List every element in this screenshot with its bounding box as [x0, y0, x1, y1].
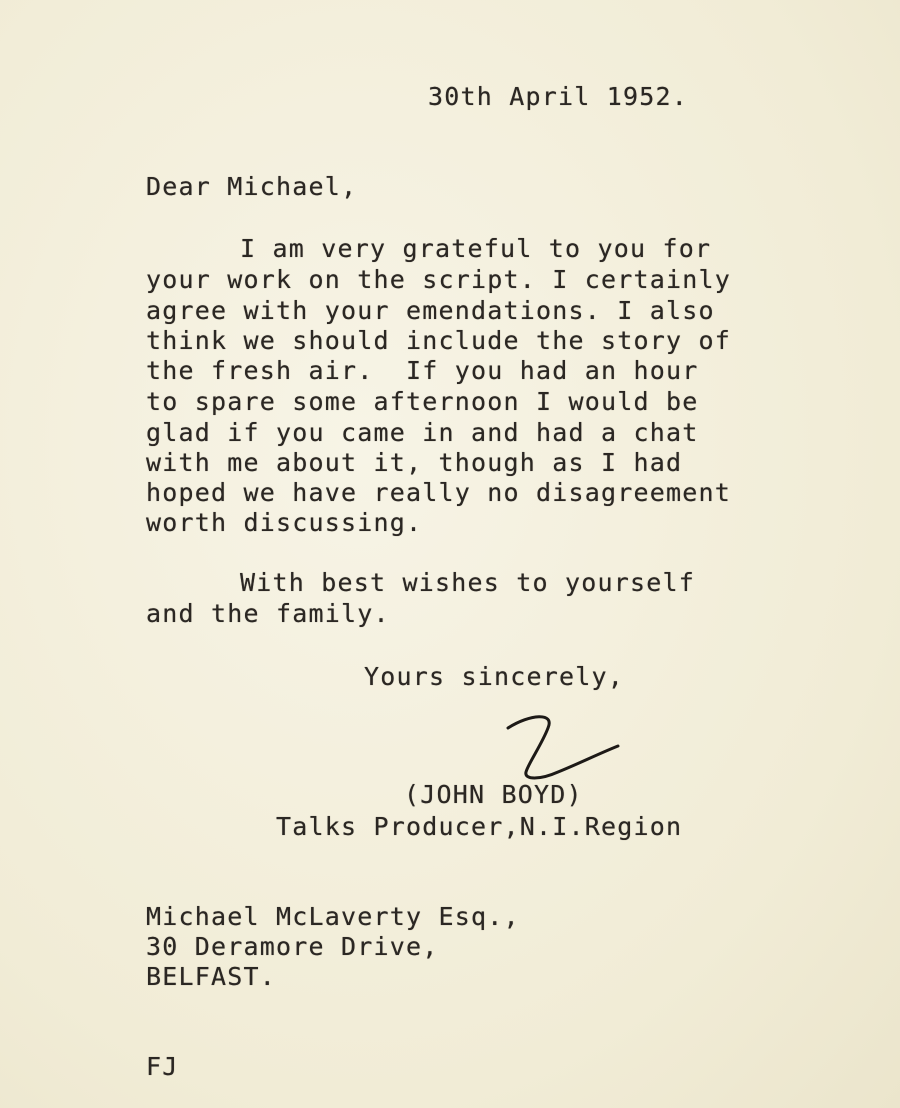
- body-line: I am very grateful to you for: [240, 234, 712, 263]
- body-line: agree with your emendations. I also: [146, 296, 715, 325]
- wishes-line: and the family.: [146, 599, 390, 628]
- body-line: think we should include the story of: [146, 326, 732, 355]
- address-line: Michael McLaverty Esq.,: [146, 902, 520, 931]
- handwritten-signature: [500, 706, 630, 786]
- signatory-name: (JOHN BOYD): [404, 780, 583, 809]
- address-line: BELFAST.: [146, 962, 277, 991]
- salutation: Dear Michael,: [146, 172, 358, 201]
- letter-date: 30th April 1952.: [428, 82, 689, 111]
- typist-reference: FJ: [146, 1052, 179, 1081]
- closing: Yours sincerely,: [364, 662, 625, 691]
- body-line: the fresh air. If you had an hour: [146, 356, 699, 385]
- body-line: worth discussing.: [146, 508, 423, 537]
- body-line: glad if you came in and had a chat: [146, 418, 699, 447]
- body-line: your work on the script. I certainly: [146, 265, 732, 294]
- signatory-title: Talks Producer,N.I.Region: [276, 812, 683, 841]
- address-line: 30 Deramore Drive,: [146, 932, 439, 961]
- wishes-line: With best wishes to yourself: [240, 568, 696, 597]
- body-line: to spare some afternoon I would be: [146, 387, 699, 416]
- body-line: hoped we have really no disagreement: [146, 478, 732, 507]
- body-line: with me about it, though as I had: [146, 448, 683, 477]
